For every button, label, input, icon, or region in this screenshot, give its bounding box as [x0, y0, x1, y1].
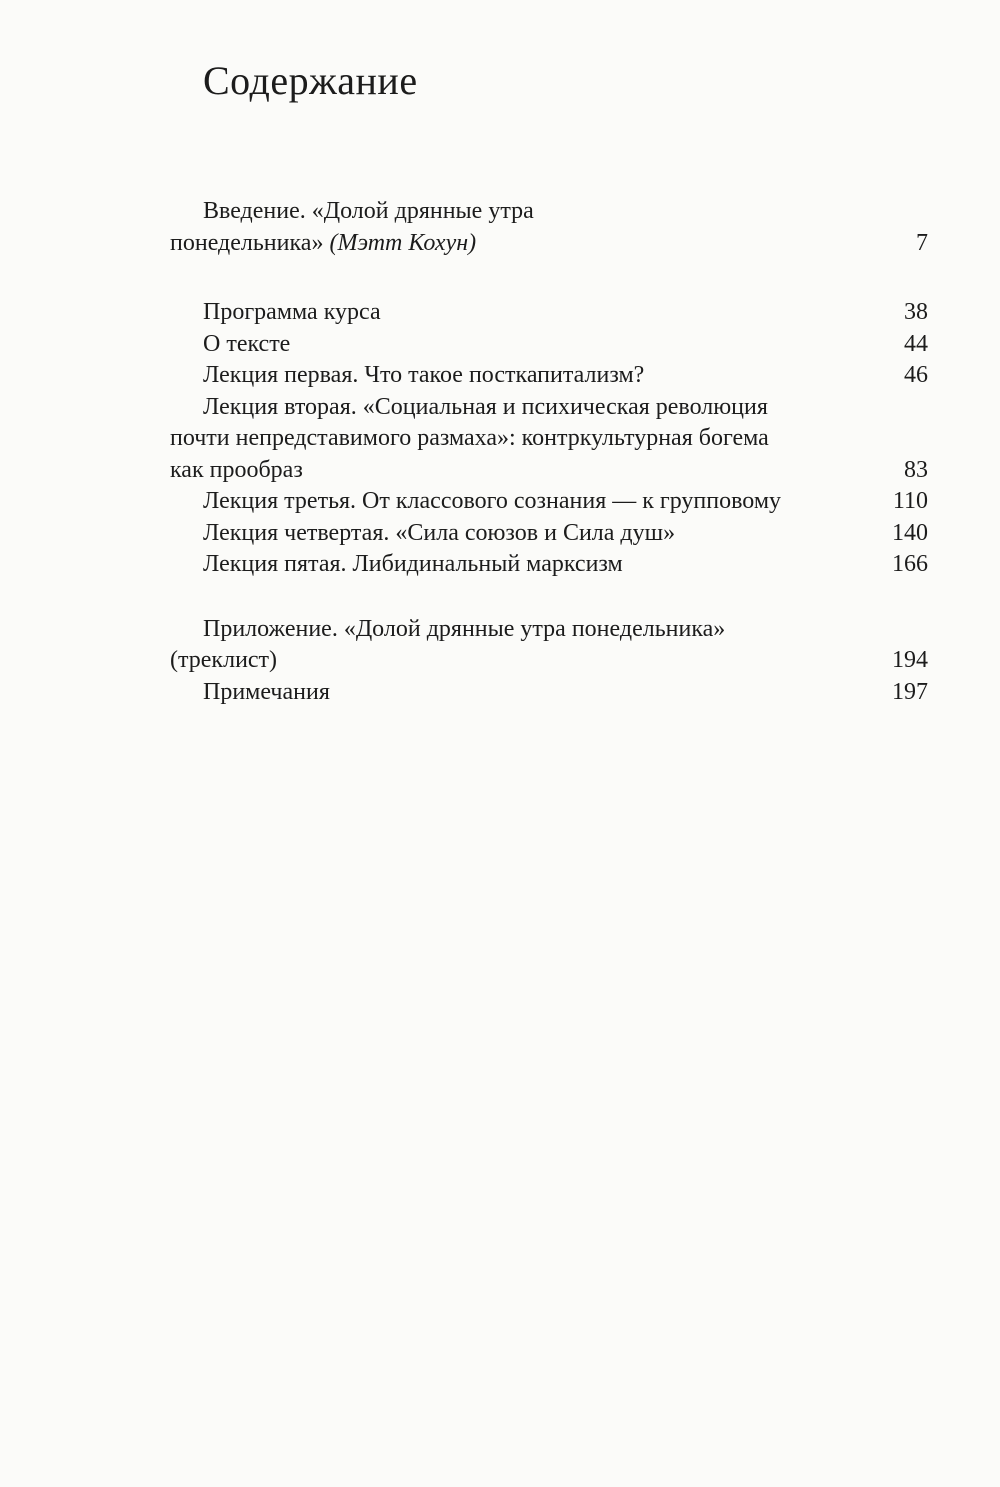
toc-entry-lecture1[interactable] [170, 360, 928, 392]
toc-page-number: 197 [892, 678, 928, 705]
toc-line [170, 549, 928, 581]
toc-page-number: 83 [904, 456, 928, 483]
toc-line [170, 329, 928, 361]
toc-text: (треклист) [170, 647, 278, 673]
toc-entry-program[interactable] [170, 297, 928, 329]
toc-line [170, 518, 928, 550]
toc-text: Лекция пятая. Либидинальный марксизм [203, 551, 623, 577]
toc-entry-notes[interactable] [170, 677, 928, 709]
toc-text: О тексте [203, 330, 291, 357]
toc-page-number: 166 [892, 551, 928, 577]
toc-entry-appendix[interactable] [170, 614, 928, 677]
toc-line [170, 455, 928, 487]
toc-text: понедельника» [170, 229, 324, 256]
toc-author: (Мэтт Кохун) [329, 229, 477, 256]
toc-page-number: 110 [892, 488, 928, 514]
toc-entry-intro[interactable] [170, 196, 928, 259]
toc-entry-lecture4[interactable] [170, 518, 928, 550]
toc-line: почти непредставимого размаха»: контркультурная богема [170, 425, 769, 451]
toc-page-number: 140 [892, 519, 928, 546]
toc-page-number: 44 [904, 330, 928, 357]
toc-text: Примечания [203, 678, 330, 705]
toc-text: как прообраз [170, 456, 303, 483]
toc-text: Лекция четвертая. «Сила союзов и Сила душ» [203, 519, 676, 546]
page-title: Содержание [203, 58, 418, 103]
toc-page-number: 194 [892, 647, 928, 673]
toc-page-number: 38 [904, 299, 928, 325]
toc-line [170, 360, 928, 392]
toc-text: Лекция первая. Что такое посткапитализм? [203, 362, 645, 388]
toc-page-number: 46 [904, 362, 928, 388]
toc-page-number: 7 [916, 229, 928, 256]
toc-entry-about[interactable] [170, 329, 928, 361]
toc-line [170, 645, 928, 677]
toc-line [170, 297, 928, 329]
toc-entry-lecture2[interactable] [170, 392, 928, 487]
toc-line [170, 486, 928, 518]
toc-entry-lecture5[interactable] [170, 549, 928, 581]
toc-line: Введение. «Долой дрянные утра [203, 198, 534, 224]
toc-text: Программа курса [203, 299, 381, 325]
toc-line: Приложение. «Долой дрянные утра понедельника» [203, 615, 726, 642]
toc-line [170, 228, 928, 260]
toc-line [170, 677, 928, 709]
toc-line: Лекция вторая. «Социальная и психическая революция [203, 393, 768, 420]
toc-entry-lecture3[interactable] [170, 486, 928, 518]
table-of-contents [170, 196, 928, 708]
toc-text: Лекция третья. От классового сознания — к групповому [203, 488, 782, 514]
